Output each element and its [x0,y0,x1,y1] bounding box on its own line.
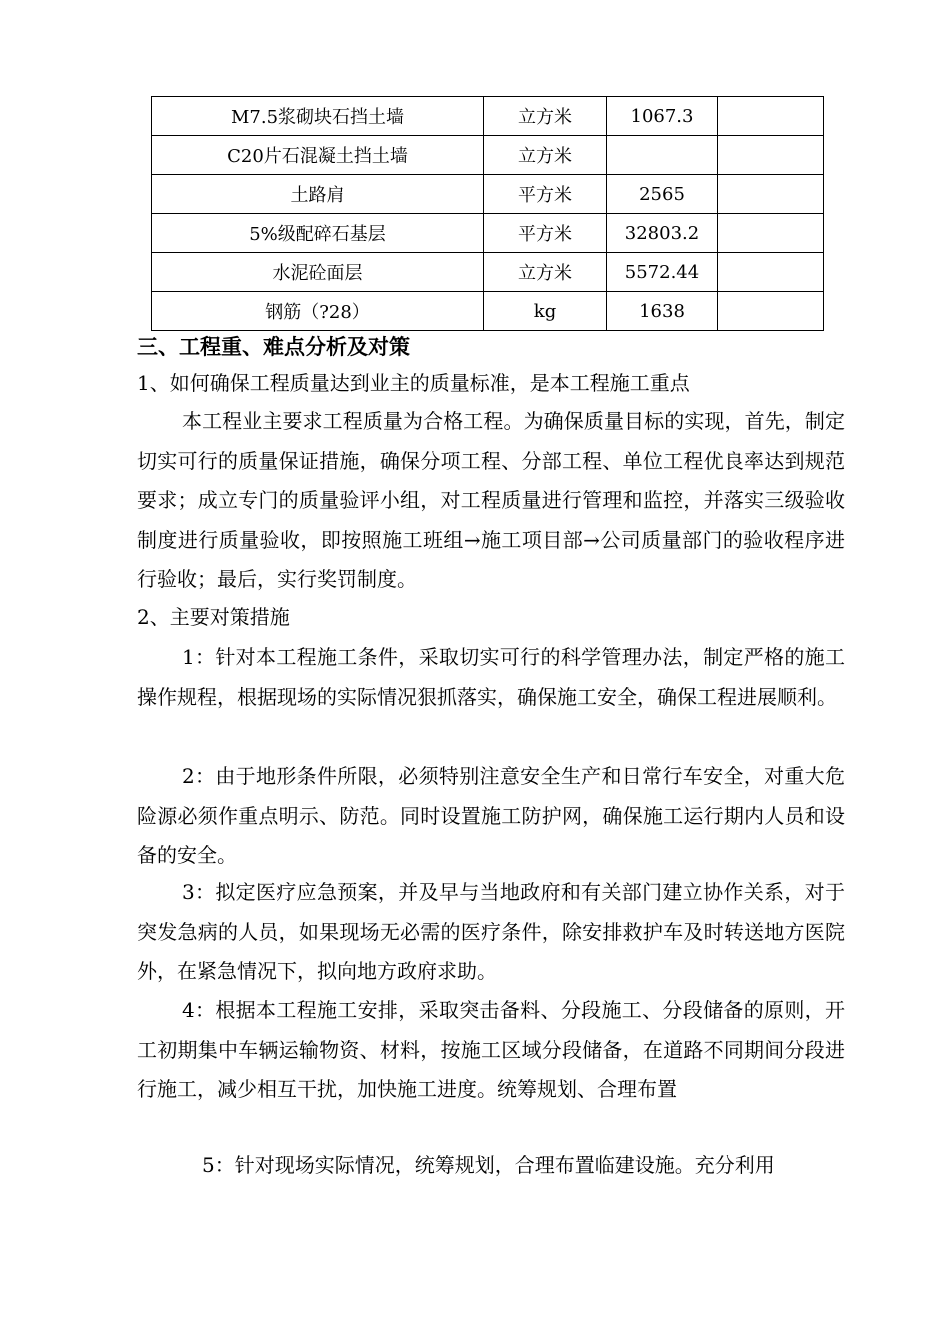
unit-cell: 平方米 [484,214,607,253]
note-cell [718,253,824,292]
section-heading: 三、工程重、难点分析及对策 [137,334,410,359]
table-row [152,175,824,214]
table-row [152,292,824,331]
quantity-table [151,96,824,331]
table-row [152,97,824,136]
item-cell: 钢筋（?28） [152,292,484,331]
measure-1-paragraph: 1：针对本工程施工条件，采取切实可行的科学管理办法，制定严格的施工操作规程，根据现场的实际情况狠抓落实，确保施工安全，确保工程进展顺利。 [137,645,845,709]
note-cell [718,292,824,331]
note-cell [718,136,824,175]
quantity-cell [607,136,718,175]
measure-2-paragraph: 2：由于地形条件所限，必须特别注意安全生产和日常行车安全，对重大危险源必须作重点明示、防范。同时设置施工防护网，确保施工运行期内人员和设备的安全。 [137,764,845,867]
subheading-quality: 1、如何确保工程质量达到业主的质量标准，是本工程施工重点 [137,371,690,395]
measure-5-paragraph: 5：针对现场实际情况，统筹规划，合理布置临建设施。充分利用 [202,1153,775,1177]
quantity-cell: 5572.44 [607,253,718,292]
item-cell: 5%级配碎石基层 [152,214,484,253]
table-row [152,253,824,292]
measure-3-paragraph: 3：拟定医疗应急预案，并及早与当地政府和有关部门建立协作关系，对于突发急病的人员，如果现场无必需的医疗条件，除安排救护车及时转送地方医院外，在紧急情况下，拟向地方政府求助。 [137,880,845,983]
item-cell: 土路肩 [152,175,484,214]
quantity-cell: 2565 [607,175,718,214]
subheading-measures: 2、主要对策措施 [137,605,290,629]
unit-cell: 立方米 [484,136,607,175]
unit-cell: kg [484,292,607,331]
table-row [152,136,824,175]
unit-cell: 平方米 [484,175,607,214]
item-cell: 水泥砼面层 [152,253,484,292]
quantity-cell: 32803.2 [607,214,718,253]
note-cell [718,175,824,214]
note-cell [718,97,824,136]
measure-4-paragraph: 4：根据本工程施工安排，采取突击备料、分段施工、分段储备的原则，开工初期集中车辆运输物资、材料，按施工区域分段储备，在道路不同期间分段进行施工，减少相互干扰，加快施工进度。统筹规划、合理布置 [137,998,845,1101]
unit-cell: 立方米 [484,253,607,292]
quantity-cell: 1067.3 [607,97,718,136]
paragraph-quality: 本工程业主要求工程质量为合格工程。为确保质量目标的实现，首先，制定切实可行的质量保证措施，确保分项工程、分部工程、单位工程优良率达到规范要求；成立专门的质量验评小组，对工程质量进行管理和监控，并落实三级验收制度进行质量验收，即按照施工班组→施工项目部→公司质量部门的验收程序进行验收；最后，实行奖罚制度。 [137,409,845,591]
note-cell [718,214,824,253]
table-row [152,214,824,253]
item-cell: C20片石混凝土挡土墙 [152,136,484,175]
quantity-cell: 1638 [607,292,718,331]
item-cell: M7.5浆砌块石挡土墙 [152,97,484,136]
unit-cell: 立方米 [484,97,607,136]
